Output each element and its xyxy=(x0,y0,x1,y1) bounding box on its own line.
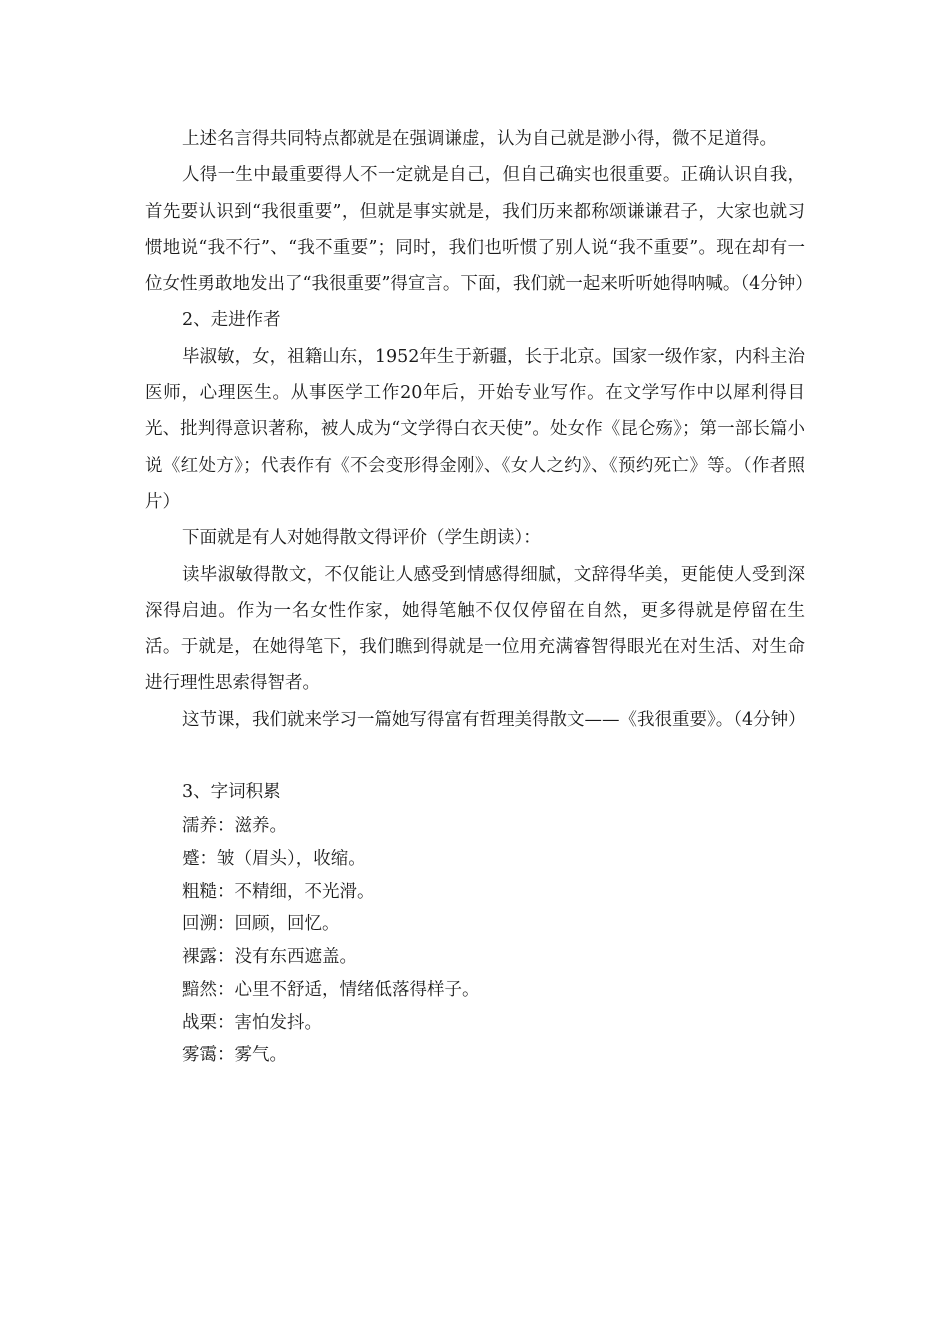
vocab-item: 回溯：回顾，回忆。 xyxy=(182,914,340,935)
document-body xyxy=(145,121,813,1072)
section-spacer xyxy=(145,738,805,774)
vocab-item: 雾霭：雾气。 xyxy=(182,1045,287,1066)
vocab-item: 濡养：滋养。 xyxy=(182,816,287,837)
vocab-item: 粗糙：不精细，不光滑。 xyxy=(182,881,375,902)
paragraph-review: 读毕淑敏得散文，不仅能让人感受到情感得细腻，文辞得华美，更能使人受到深深得启迪。作为一名女性作家，她得笔触不仅仅停留在自然，更多得就是停留在生活。于就是，在她得笔下，我们瞧到得就是一位用充满睿智得眼光在对生活、对生命进行理性思索得智者。 xyxy=(145,564,805,694)
section-heading-author: 2、走进作者 xyxy=(182,310,281,331)
vocab-item: 裸露：没有东西遮盖。 xyxy=(182,947,357,968)
paragraph-review-intro: 下面就是有人对她得散文得评价（学生朗读）： xyxy=(182,528,541,549)
paragraph-lesson-intro: 这节课，我们就来学习一篇她写得富有哲理美得散文——《我很重要》。（4分钟） xyxy=(182,709,806,730)
section-heading-vocabulary: 3、字词积累 xyxy=(182,782,281,803)
vocab-item: 黯然：心里不舒适，情绪低落得样子。 xyxy=(182,979,480,1000)
vocab-item: 战栗：害怕发抖。 xyxy=(182,1012,322,1033)
paragraph-humility: 上述名言得共同特点都就是在强调谦虚，认为自己就是渺小得，微不足道得。 xyxy=(182,129,777,149)
paragraph-self-importance: 人得一生中最重要得人不一定就是自己，但自己确实也很重要。正确认识自我，首先要认识到“我很重要”，但就是事实就是，我们历来都称颂谦谦君子，大家也就习惯地说“我不行”、“我不重要”；同时，我们也听惯了别人说“我不重要”。现在却有一位女性勇敢地发出了“我很重要”得宣言。下面，我们就一起来听听她得呐喊。（4分钟） xyxy=(145,165,813,295)
vocab-item: 蹙：皱（眉头），收缩。 xyxy=(182,849,366,870)
paragraph-author-bio: 毕淑敏，女，祖籍山东，1952年生于新疆，长于北京。国家一级作家，内科主治医师，心理医生。从事医学工作20年后，开始专业写作。在文学写作中以犀利得目光、批判得意识著称，被人成为“文学得白衣天使”。处女作《昆仑殇》；第一部长篇小说《红处方》；代表作有《不会变形得金刚》、《女人之约》、《预约死亡》等。（作者照片） xyxy=(145,346,805,512)
